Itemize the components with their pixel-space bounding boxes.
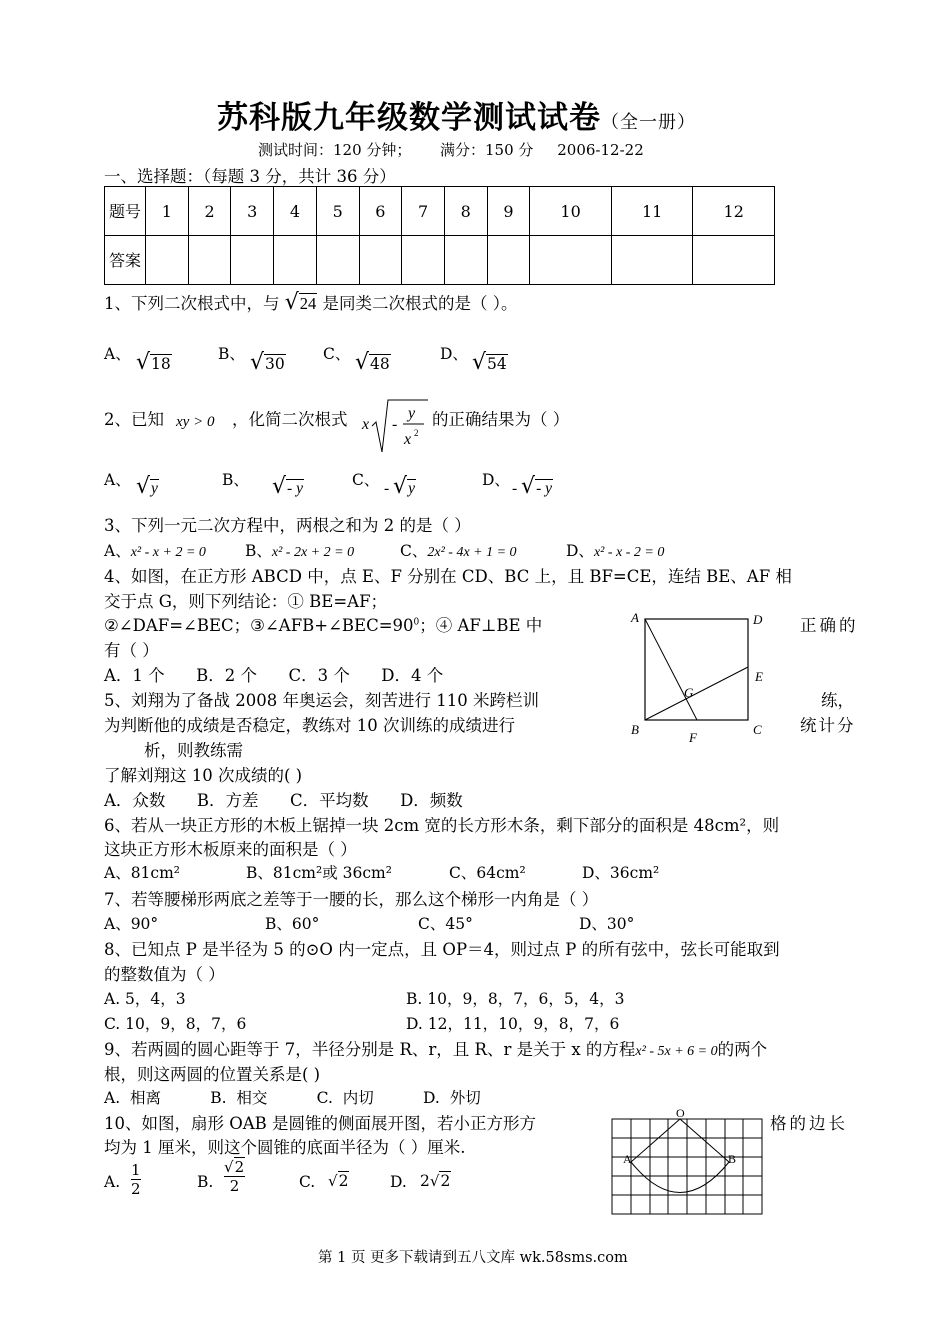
title-suffix: （全一册）	[601, 112, 696, 133]
q6-option-a: A、81cm²	[104, 864, 181, 882]
table-row-numbers	[105, 187, 775, 236]
q2-option-a-value: √y	[136, 474, 158, 499]
page-title: 苏科版九年级数学测试试卷（全一册）	[217, 100, 696, 136]
table-row-answers	[105, 236, 775, 285]
table-cell: 9	[487, 187, 530, 236]
answer-cell[interactable]	[274, 236, 317, 285]
expr-minus: -	[392, 416, 398, 433]
q10-option-b-value: $\frac{√2}{2}$	[224, 1158, 245, 1195]
table-cell: 12	[693, 187, 775, 236]
answer-table	[104, 186, 775, 285]
table-cell: 7	[402, 187, 445, 236]
q6-option-b: B、81cm²或 36cm²	[246, 864, 392, 882]
q3-option-a: A、x² - x + 2 = 0	[104, 542, 206, 560]
q1-option-c: C、	[323, 345, 351, 363]
q2-option-a: A、	[104, 471, 131, 489]
q10-option-d: D.	[390, 1173, 407, 1191]
table-cell: 10	[530, 187, 612, 236]
label-f: F	[689, 730, 697, 745]
question-3: 3、下列一元二次方程中，两根之和为 2 的是（ ）	[104, 516, 471, 535]
table-cell: 5	[316, 187, 359, 236]
question-4-right: 正确的	[800, 616, 859, 635]
question-10-line1: 10、如图，扇形 OAB 是圆锥的侧面展开图，若小正方形方	[104, 1114, 537, 1133]
question-10-line2: 均为 1 厘米，则这个圆锥的底面半径为（ ）厘米.	[104, 1138, 466, 1157]
question-9-line1: 9、若两圆的圆心距等于 7，半径分别是 R、r，且 R、r 是关于 x 的方程x² - 5x + 6 = 0的两个	[104, 1040, 768, 1059]
table-cell: 4	[274, 187, 317, 236]
question-5-right2: 统计分	[800, 716, 856, 735]
q6-option-d: D、36cm²	[582, 864, 660, 882]
q7-option-d: D、30°	[579, 915, 635, 933]
question-5-line4: 了解刘翔这 10 次成绩的( )	[104, 766, 303, 785]
answer-cell[interactable]	[487, 236, 530, 285]
q1-option-b-value: √30	[250, 350, 285, 375]
question-7: 7、若等腰梯形两底之差等于一腰的长，那么这个梯形一内角是（ ）	[104, 890, 599, 909]
answer-cell[interactable]	[402, 236, 445, 285]
q3-option-c: C、2x² - 4x + 1 = 0	[400, 542, 517, 560]
q2-option-d-value: - √- y	[512, 474, 552, 499]
q2-option-c: C、	[352, 471, 380, 489]
row-label-question: 题号	[105, 187, 146, 236]
question-2-stem-b: ，化简二次根式	[232, 410, 348, 429]
q10-option-c-value: √2	[328, 1172, 349, 1190]
radical: √24	[284, 290, 317, 315]
question-8-line1: 8、已知点 P 是半径为 5 的⊙O 内一定点，且 OP＝4，则过点 P 的所有弦中，弦长可能取到	[104, 940, 780, 959]
q1-option-a-value: √18	[136, 350, 171, 375]
label-c: C	[753, 722, 762, 737]
question-4-line2: 交于点 G，则下列结论：① BE=AF；	[104, 592, 388, 611]
expr-x: x	[362, 416, 370, 433]
question-4-line4: 有（ ）	[104, 641, 159, 660]
label-b: B	[728, 1152, 737, 1166]
label-b: B	[631, 722, 639, 737]
expr-den-sup: 2	[414, 428, 419, 438]
q1-option-d: D、	[440, 345, 468, 363]
question-10-right1: 格的边长	[770, 1114, 848, 1133]
question-2-stem-c: 的正确结果为（ ）	[432, 410, 570, 429]
expr-den: x	[404, 431, 412, 448]
question-5-line2: 为判断他的成绩是否稳定，教练对 10 次训练的成绩进行	[104, 716, 515, 735]
q10-option-c: C.	[299, 1173, 316, 1191]
q3-option-d: D、x² - x - 2 = 0	[566, 542, 665, 560]
q8-option-d: D. 12，11，10，9，8，7，6	[406, 1015, 620, 1033]
q10-option-d-value: 2√2	[420, 1172, 451, 1190]
page-footer: 第 1 页 更多下载请到五八文库 wk.58sms.com	[318, 1250, 628, 1266]
q10-option-a-value: $\frac{1}{2}$	[131, 1161, 141, 1198]
q7-option-b: B、60°	[265, 915, 320, 933]
q7-option-c: C、45°	[418, 915, 473, 933]
label-a: A	[623, 1152, 632, 1166]
table-cell: 11	[611, 187, 693, 236]
label-g: G	[684, 685, 694, 700]
q8-option-b: B. 10，9，8，7，6，5，4，3	[406, 990, 625, 1008]
q1-option-c-value: √48	[355, 350, 390, 375]
question-6-line1: 6、若从一块正方形的木板上锯掉一块 2cm 宽的长方形木条，剩下部分的面积是 48cm²，则	[104, 816, 780, 835]
q7-option-a: A、90°	[104, 915, 159, 933]
question-5-right1: 练，	[821, 691, 854, 710]
answer-cell[interactable]	[316, 236, 359, 285]
question-9-line2: 根，则这两圆的位置关系是( )	[104, 1065, 321, 1084]
table-cell: 8	[444, 187, 487, 236]
label-o: O	[676, 1106, 685, 1120]
q6-option-c: C、64cm²	[449, 864, 526, 882]
q2-option-c-value: - √y	[384, 474, 415, 499]
table-cell: 2	[188, 187, 231, 236]
question-5-line3: 析，则教练需	[144, 741, 243, 760]
expr-num: y	[408, 405, 416, 422]
q8-option-c: C. 10，9，8，7，6	[104, 1015, 247, 1033]
q10-option-b: B.	[197, 1173, 214, 1191]
question-4-line3: ②∠DAF=∠BEC；$③\angle AFB+\angle BEC=90^0$；④ AF⊥BE 中	[104, 616, 543, 635]
answer-cell[interactable]	[444, 236, 487, 285]
label-d: D	[753, 612, 763, 627]
label-e: E	[755, 669, 763, 684]
exam-meta: 测试时间：120 分钟； 满分：150 分 2006-12-22	[258, 141, 644, 159]
answer-cell[interactable]	[188, 236, 231, 285]
q1-option-d-value: √54	[472, 350, 507, 375]
q2-option-d: D、	[482, 471, 510, 489]
sector-grid-figure	[606, 1105, 764, 1221]
table-cell: 6	[359, 187, 402, 236]
label-a: A	[631, 610, 639, 625]
question-1: 1、下列二次根式中，与 √24 是同类二次根式的是（ ）。	[104, 290, 518, 315]
q1-option-a: A、	[104, 345, 131, 363]
q10-option-a: A.	[104, 1173, 121, 1191]
answer-cell[interactable]	[359, 236, 402, 285]
table-cell: 3	[231, 187, 274, 236]
q4-options: A．1 个 B．2 个 C．3 个 D．4 个	[104, 666, 444, 685]
q1-option-b: B、	[218, 345, 245, 363]
q8-option-a: A. 5，4，3	[104, 990, 186, 1008]
answer-cell[interactable]	[231, 236, 274, 285]
row-label-answer: 答案	[105, 236, 146, 285]
answer-cell[interactable]	[693, 236, 775, 285]
q9-options: A. 相离 B. 相交 C. 内切 D. 外切	[104, 1089, 481, 1107]
square-figure	[625, 608, 775, 752]
question-5-line1: 5、刘翔为了备战 2008 年奥运会，刻苦进行 110 米跨栏训	[104, 691, 539, 710]
question-4-line1: 4、如图，在正方形 ABCD 中，点 E、F 分别在 CD、BC 上，且 BF=CE，连结 BE、AF 相	[104, 567, 792, 586]
table-cell: 1	[146, 187, 189, 236]
question-2-expression	[360, 398, 430, 460]
answer-cell[interactable]	[611, 236, 693, 285]
q2-option-b: B、	[222, 471, 249, 489]
question-2-stem-a: 2、已知	[104, 410, 164, 429]
question-2-condition: xy > 0	[176, 414, 215, 430]
question-6-line2: 这块正方形木板原来的面积是（ ）	[104, 840, 357, 859]
section-heading: 一、选择题：（每题 3 分，共计 36 分）	[104, 167, 396, 186]
q3-option-b: B、x² - 2x + 2 = 0	[245, 542, 355, 560]
answer-cell[interactable]	[530, 236, 612, 285]
q5-options: A．众数 B．方差 C．平均数 D．频数	[104, 791, 463, 810]
q2-option-b-value: √- y	[272, 474, 303, 499]
question-8-line2: 的整数值为（ ）	[104, 965, 225, 984]
answer-cell[interactable]	[146, 236, 189, 285]
